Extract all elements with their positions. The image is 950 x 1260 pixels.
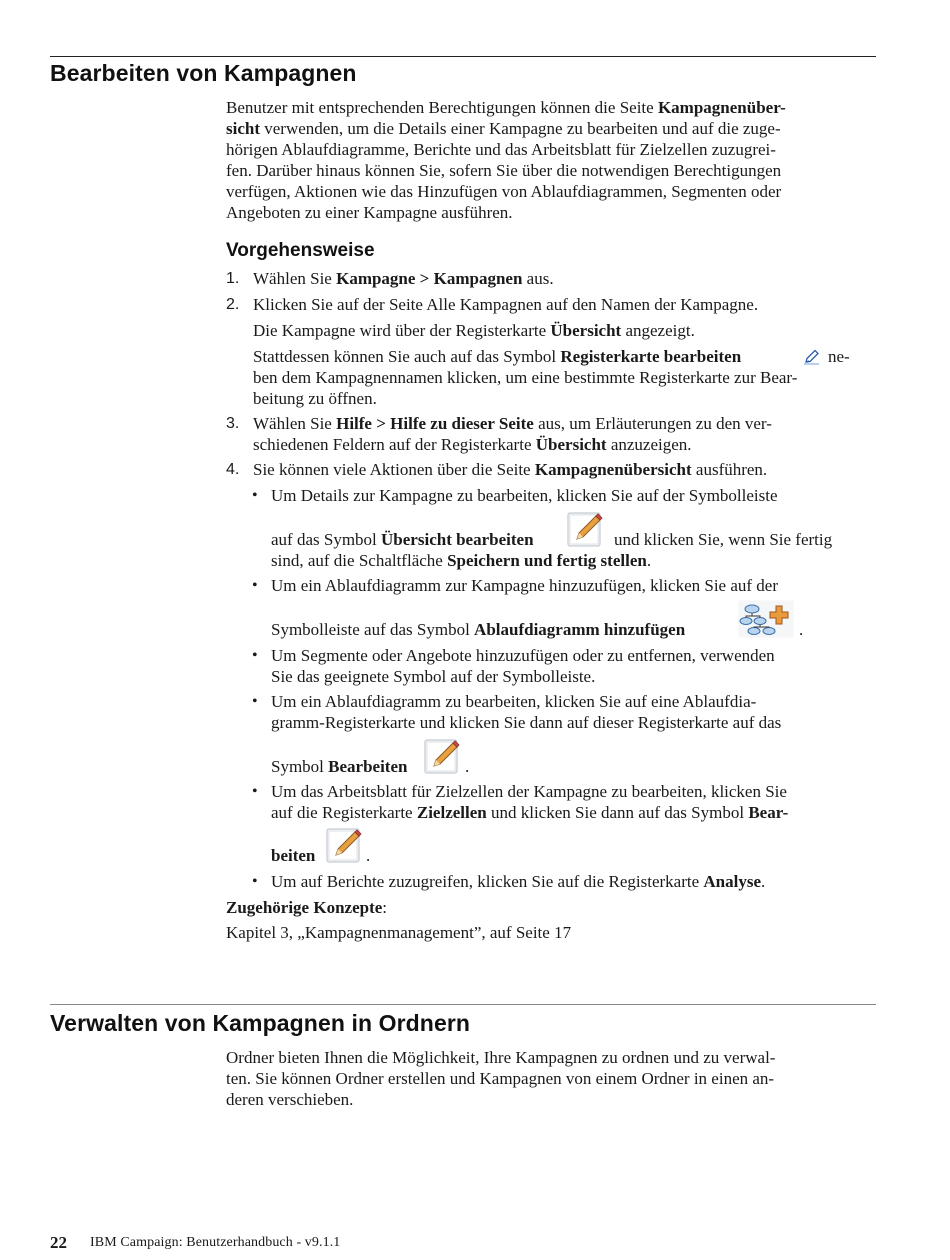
- bullet-5-line-2: auf die Registerkarte Zielzellen und klicken Sie dann auf das Symbol Bear-: [271, 803, 789, 822]
- bullet-dot: •: [252, 487, 258, 504]
- procedure-heading: Vorgehensweise: [226, 240, 375, 261]
- bullet-3-line-2: Sie das geeignete Symbol auf der Symbolleiste.: [271, 667, 596, 686]
- bullet-5-line-3: beiten: [271, 846, 316, 865]
- section-heading-edit-campaigns: Bearbeiten von Kampagnen: [50, 60, 357, 86]
- step-2-line-2: Die Kampagne wird über der Registerkarte Übersicht angezeigt.: [253, 321, 695, 340]
- step-2-line-5: beitung zu öffnen.: [253, 389, 377, 408]
- related-concept-link[interactable]: Kapitel 3, „Kampagnenmanagement”, auf Seite 17: [226, 923, 572, 942]
- edit-document-icon: [424, 738, 462, 774]
- step-2-line-1: Klicken Sie auf der Seite Alle Kampagnen auf den Namen der Kampagne.: [253, 295, 759, 314]
- bullet-dot: •: [252, 873, 258, 890]
- section-divider-top: [50, 56, 876, 57]
- term-campaign-overview-cont: sicht: [226, 119, 260, 138]
- section-heading-manage-folders: Verwalten von Kampagnen in Ordnern: [50, 1010, 471, 1036]
- bullet-dot: •: [252, 693, 258, 710]
- bullet-dot: •: [252, 577, 258, 594]
- step-number-4: 4.: [226, 461, 240, 478]
- edit-document-icon: [326, 827, 364, 863]
- bullet-6: Um auf Berichte zuzugreifen, klicken Sie auf die Registerkarte Analyse.: [271, 872, 766, 891]
- footer-book-title: IBM Campaign: Benutzerhandbuch - v9.1.1: [90, 1235, 341, 1250]
- bullet-2-line-2: Symbolleiste auf das Symbol Ablaufdiagramm hinzufügen: [271, 620, 686, 639]
- bullet-3-line-1: Um Segmente oder Angebote hinzuzufügen oder zu entfernen, verwenden: [271, 646, 775, 665]
- bullet-dot: •: [252, 783, 258, 800]
- bullet-4-line-2: gramm-Registerkarte und klicken Sie dann auf dieser Registerkarte auf das: [271, 713, 782, 732]
- bullet-4-line-3: Symbol Bearbeiten: [271, 757, 408, 776]
- term-campaign-overview: Kampagnenüber-: [657, 98, 786, 117]
- step-2-line-3: Stattdessen können Sie auch auf das Symbol Registerkarte bearbeiten: [253, 347, 742, 366]
- bullet-1-line-3: sind, auf die Schaltfläche Speichern und fertig stellen.: [271, 551, 652, 570]
- page-number: 22: [50, 1233, 67, 1252]
- section-divider-middle: [50, 1004, 876, 1005]
- step-number-1: 1.: [226, 270, 240, 287]
- step-4: Sie können viele Aktionen über die Seite Kampagnenübersicht ausführen.: [253, 460, 768, 479]
- step-2-line-4: ben dem Kampagnennamen klicken, um eine bestimmte Registerkarte zur Bear-: [253, 368, 798, 387]
- bullet-1-line-2: auf das Symbol Übersicht bearbeiten: [271, 530, 534, 549]
- pencil-small-icon: [803, 349, 821, 365]
- bullet-1-line-1: Um Details zur Kampagne zu bearbeiten, klicken Sie auf der Symbolleiste: [271, 486, 778, 505]
- edit-document-icon: [567, 511, 605, 547]
- step-number-2: 2.: [226, 296, 240, 313]
- step-3-line-2: schiedenen Feldern auf der Registerkarte Übersicht anzuzeigen.: [253, 435, 692, 454]
- related-concepts-label: Zugehörige Konzepte:: [226, 898, 388, 917]
- bullet-4-line-1: Um ein Ablaufdiagramm zu bearbeiten, klicken Sie auf eine Ablaufdia-: [271, 692, 757, 711]
- step-3-line-1: Wählen Sie Hilfe > Hilfe zu dieser Seite aus, um Erläuterungen zu den ver-: [253, 414, 772, 433]
- step-1: Wählen Sie Kampagne > Kampagnen aus.: [253, 269, 554, 288]
- add-flowchart-icon: [738, 600, 794, 638]
- step-number-3: 3.: [226, 415, 240, 432]
- bullet-5-line-1: Um das Arbeitsblatt für Zielzellen der Kampagne zu bearbeiten, klicken Sie: [271, 782, 787, 801]
- bullet-2-line-1: Um ein Ablaufdiagramm zur Kampagne hinzuzufügen, klicken Sie auf der: [271, 576, 778, 595]
- bullet-dot: •: [252, 647, 258, 664]
